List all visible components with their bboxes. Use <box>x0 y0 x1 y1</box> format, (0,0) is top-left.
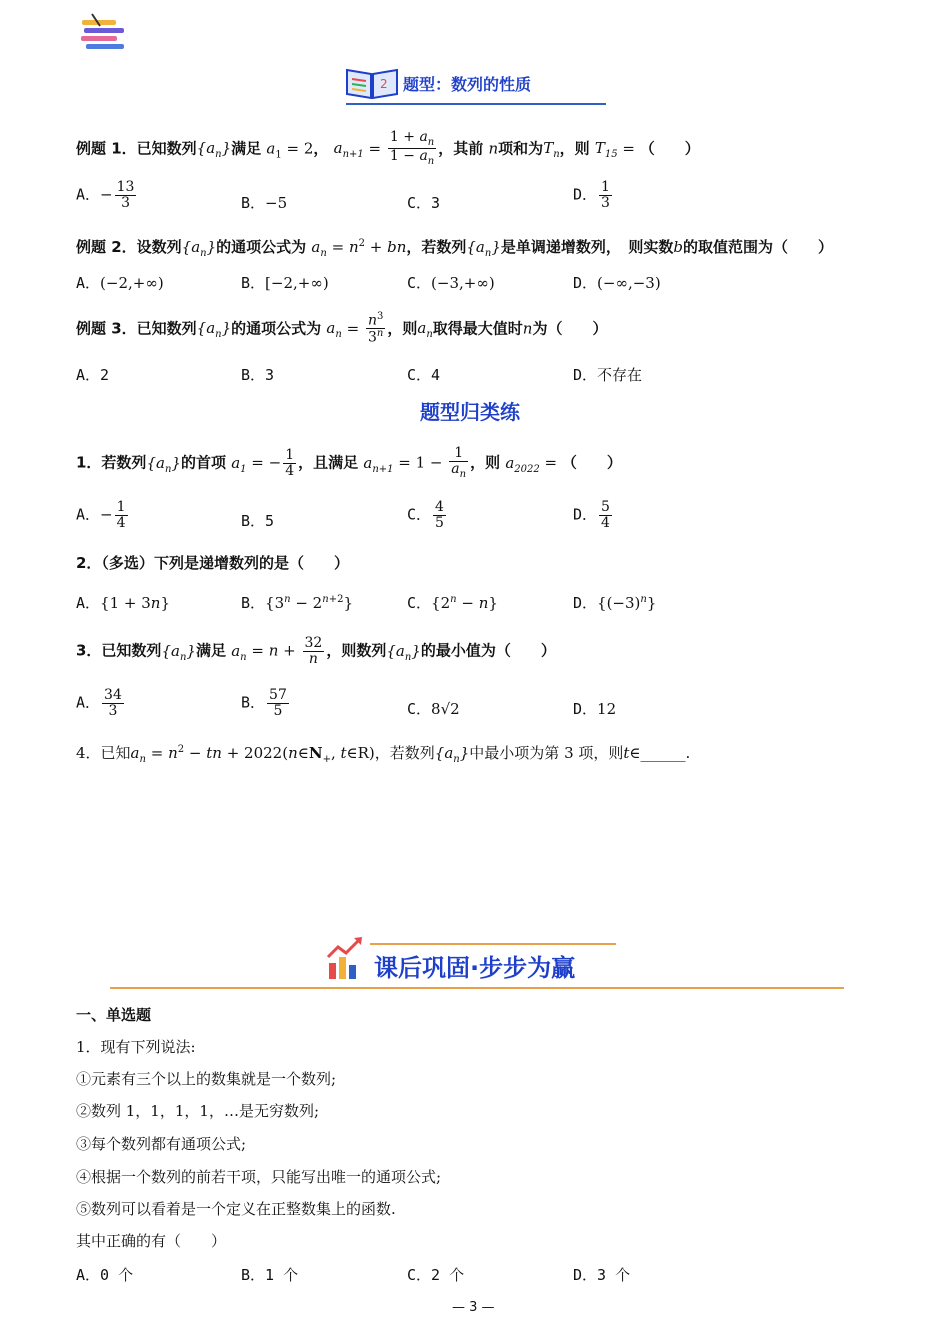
practice-3-option-b: B． $\frac{57}{5}$ <box>241 687 287 719</box>
practice-1-option-b: B．5 <box>241 512 275 530</box>
homework-item-5: ⑤数列可以看着是一个定义在正整数集上的函数. <box>76 1200 396 1218</box>
example-2: 例题 2．设数列$\{a_n\}$的通项公式为 $a_n = n^2$ + bn，若数列$\{a_n\}$是单调递增数列， 则实数b的取值范围为（ ） <box>76 238 834 259</box>
example-3-option-b: B．3 <box>241 366 275 384</box>
homework-item-3: ③每个数列都有通项公式; <box>76 1135 247 1153</box>
growth-chart-icon <box>326 935 366 981</box>
homework-option-a: A．0 个 <box>76 1266 134 1284</box>
homework-item-4: ④根据一个数列的前若干项，只能写出唯一的通项公式; <box>76 1168 442 1186</box>
practice-2: 2．（多选）下列是递增数列的是（ ） <box>76 554 349 572</box>
example-3-option-a: A．2 <box>76 366 110 384</box>
homework-heading: 一、单选题 <box>76 1006 152 1024</box>
homework-option-b: B．1 个 <box>241 1266 299 1284</box>
practice-1-option-a: A．− $\frac{1}{4}$ <box>76 499 126 531</box>
practice-3-option-c: C．8√2 <box>407 700 460 718</box>
section-title-underline <box>346 103 606 105</box>
homework-item-2: ②数列 1，1，1，1，…是无穷数列; <box>76 1102 319 1120</box>
page-number: — 3 — <box>452 1300 495 1315</box>
practice-2-option-a: A．{1 + 3n} <box>76 594 170 612</box>
section-title-homework: 课后巩固·步步为赢 <box>374 954 576 982</box>
example-2-option-a: A．(−2,+∞) <box>76 274 164 292</box>
example-3-option-c: C．4 <box>407 366 441 384</box>
practice-3: 3．已知数列$\{a_n\}$满足 $a_n = n$ + $\frac{32}{n}$ ，则数列$\{a_n\}$的最小值为（ ） <box>76 635 556 667</box>
rule-top-orange <box>370 943 616 945</box>
homework-q1-intro: 1．现有下列说法: <box>76 1038 196 1056</box>
homework-option-d: D．3 个 <box>573 1266 631 1284</box>
practice-1-option-d: D． $\frac{5}{4}$ <box>573 499 610 531</box>
practice-4: 4．已知$a_n = n^2$ − tn + $2022(n\in N_+$, t∈R)，若数列$\{a_n\}$中最小项为第 3 项，则t∈______. <box>76 744 691 765</box>
section-title-properties: 题型：数列的性质 <box>403 75 532 94</box>
homework-ask: 其中正确的有（ ） <box>76 1232 227 1250</box>
example-1-option-a: A．− $\frac{13}{3}$ <box>76 179 135 211</box>
section-title-practice: 题型归类练 <box>420 400 520 424</box>
example-2-option-c: C．(−3,+∞) <box>407 274 495 292</box>
svg-text:2: 2 <box>380 77 388 91</box>
practice-1-option-c: C． $\frac{4}{5}$ <box>407 499 444 531</box>
practice-3-option-a: A． $\frac{34}{3}$ <box>76 687 122 719</box>
book-icon <box>344 62 400 102</box>
example-1-option-d: D． $\frac{1}{3}$ <box>573 179 610 211</box>
practice-2-option-d: D．$\{(-3)^n\}$ <box>573 594 657 612</box>
example-2-option-d: D．(−∞,−3) <box>573 274 661 292</box>
example-3-option-d: D．不存在 <box>573 366 643 384</box>
practice-2-option-b: B．$\{3^n - 2^{n+2}\}$ <box>241 594 353 612</box>
example-3: 例题 3．已知数列$\{a_n\}$的通项公式为 $a_n$ = $\frac{n^3}{3^n}$ ，则$a_n$取得最大值时n为（ ） <box>76 311 608 346</box>
practice-2-option-c: C．$\{2^n - n\}$ <box>407 594 498 612</box>
logo-icon <box>78 12 128 52</box>
homework-option-c: C．2 个 <box>407 1266 465 1284</box>
homework-item-1: ①元素有三个以上的数集就是一个数列; <box>76 1070 337 1088</box>
practice-3-option-d: D．12 <box>573 700 617 718</box>
example-1: 例题 1．已知数列$\{a_n\}$满足 $a_1 = 2$， $a_{n+1}$ = $\frac{1 + a_n}{1 - a_n}$ ，其前 n项和为$T_n$，则 $T_{15}$ = （ ） <box>76 129 700 168</box>
example-2-option-b: B．[−2,+∞) <box>241 274 329 292</box>
example-1-option-c: C．3 <box>407 194 441 212</box>
rule-bottom-orange <box>110 987 844 989</box>
practice-1: 1．若数列$\{a_n\}$的首项 $a_1$ = − $\frac{1}{4}$ ，且满足 $a_{n+1} = 1$ − $\frac{1}{a_n}$ ，则 $a_{2022}$ = （ ） <box>76 445 622 480</box>
example-1-option-b: B．−5 <box>241 194 288 212</box>
